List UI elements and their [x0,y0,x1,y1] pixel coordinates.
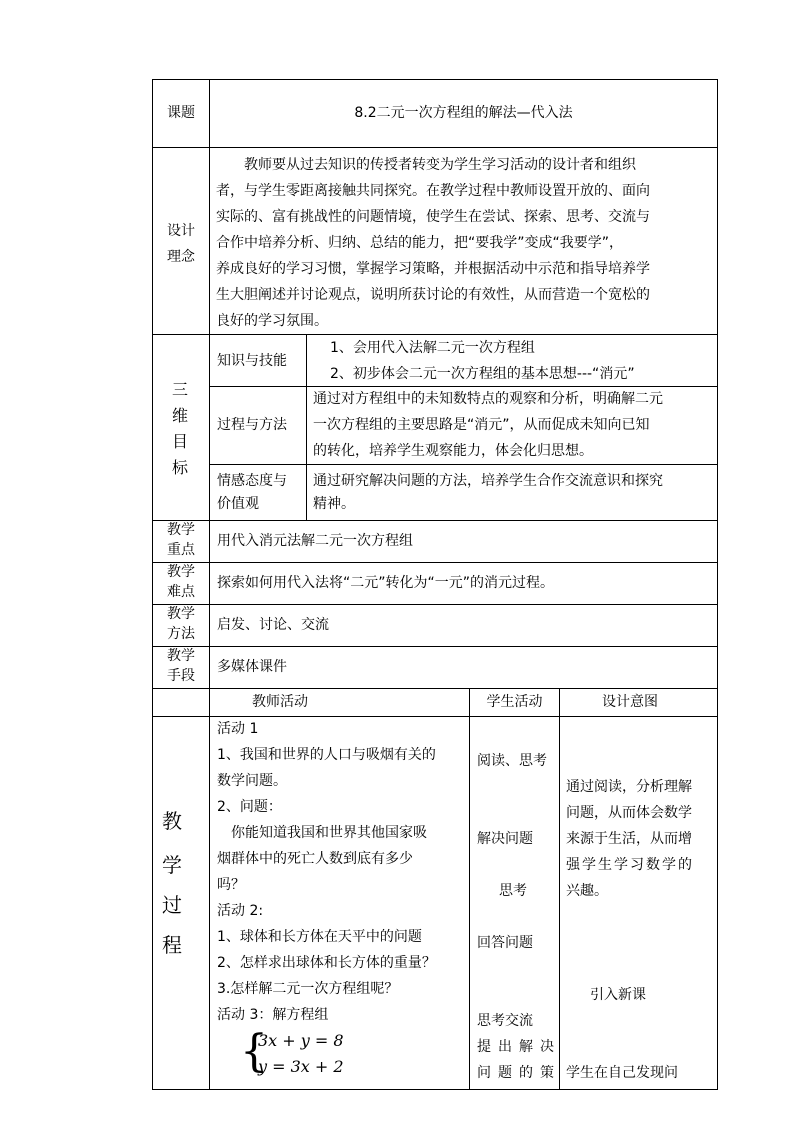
lesson-title: 8.2二元一次方程组的解法—代入法 [354,105,573,121]
goal-content-line: 一次方程组的主要思路是“消元”，从而促成未知向已知 [313,417,650,433]
goals-row-line [209,464,718,465]
row-line [152,604,718,605]
title-label: 课题 [167,105,195,121]
row-line [152,562,718,563]
teacher-line: 数学问题。 [217,773,287,789]
header-teacher-activity: 教师活动 [252,694,308,710]
table-border-right [717,79,718,1090]
intent-line: 来源于生活，从而增 [566,831,692,847]
goals-label-char: 维 [171,406,188,425]
student-item: 思考 [499,883,527,899]
goal-name-attitude-line-1: 情感态度与 [217,473,287,489]
method-label-line-2: 方法 [167,626,195,642]
goal-content-line: 精神。 [313,496,355,512]
goal-content-line: 1、会用代入法解二元一次方程组 [330,340,535,356]
process-label-char: 学 [162,853,182,877]
student-item: 解决问题 [477,831,533,847]
means-label-line-2: 手段 [167,668,195,684]
intent-last-line: 学生在自己发现问 [566,1065,678,1081]
process-label-char: 教 [162,809,182,833]
student-item: 提出解决 [477,1039,561,1055]
teacher-line: 烟群体中的死亡人数到底有多少 [217,851,413,867]
row-line [152,646,718,647]
design-paragraph-line: 实际的、富有挑战性的问题情境，使学生在尝试、探索、思考、交流与 [216,209,650,225]
means-value: 多媒体课件 [217,659,287,675]
teacher-line: 3.怎样解二元一次方程组呢？ [217,981,399,997]
design-paragraph-line: 合作中培养分析、归纳、总结的能力，把“要我学”变成“我要学”， [216,235,624,251]
row-line [152,716,718,717]
teacher-line: 2、问题： [217,799,282,815]
design-paragraph-line: 教师要从过去知识的传授者转变为学生学习活动的设计者和组织 [244,157,636,173]
intent-line: 问题，从而体会数学 [566,805,692,821]
student-item: 问题的策 [477,1065,561,1081]
key-point-value: 用代入消元法解二元一次方程组 [217,533,413,549]
method-label-line-1: 教学 [167,606,195,622]
process-column-divider [559,688,560,1090]
equation-2: y = 3x + 2 [258,1057,344,1076]
teacher-line: 吗？ [217,877,245,893]
goals-label-char: 目 [171,432,188,451]
row-line [152,520,718,521]
key-point-label-line-2: 重点 [167,542,195,558]
goal-name-process: 过程与方法 [217,417,287,433]
label-column-divider [209,79,210,1090]
goal-name-knowledge: 知识与技能 [217,353,287,369]
design-paragraph-line: 生大胆阐述并讨论观点，说明所获讨论的有效性，从而营造一个宽松的 [216,287,650,303]
equation-brace: { [240,1026,268,1077]
goals-label-char: 标 [171,458,188,477]
student-item: 阅读、思考 [477,753,547,769]
design-paragraph-line: 养成良好的学习习惯，掌握学习策略，并根据活动中示范和指导培养学 [216,261,650,277]
equation-1: 3x + y = 8 [258,1031,344,1050]
key-point-label-line-1: 教学 [167,522,195,538]
difficulty-label-line-2: 难点 [167,584,195,600]
means-label-line-1: 教学 [167,648,195,664]
difficulty-label-line-1: 教学 [167,564,195,580]
goals-label-char: 三 [171,380,188,399]
goal-content-line: 的转化，培养学生观察能力，体会化归思想。 [313,443,593,459]
intent-intro: 引入新课 [590,987,646,1003]
header-student-activity: 学生活动 [486,694,543,710]
teacher-line: 2、怎样求出球体和长方体的重量？ [217,955,436,971]
goal-content-line: 2、初步体会二元一次方程组的基本思想---“消元” [330,366,635,382]
row-line [152,147,718,148]
teacher-line: 你能知道我国和世界其他国家吸 [217,825,427,841]
intent-line: 强学生学习数学的 [566,857,694,873]
design-paragraph-line: 者，与学生零距离接触共同探究。在教学过程中教师设置开放的、面向 [216,183,650,199]
design-label-line-2: 理念 [167,249,195,265]
table-border-bottom [152,1089,718,1090]
design-paragraph-line: 良好的学习氛围。 [216,313,328,329]
student-item: 回答问题 [477,935,533,951]
header-design-intent: 设计意图 [602,694,658,710]
process-column-divider [469,688,470,1090]
row-line [152,334,718,335]
goal-name-attitude-line-2: 价值观 [217,496,259,512]
teacher-line: 活动 3：解方程组 [217,1007,329,1023]
goal-content-line: 通过研究解决问题的方法，培养学生合作交流意识和探究 [313,473,663,489]
table-border-top [152,79,718,80]
process-label-char: 过 [162,893,182,917]
row-line [152,688,718,689]
teacher-line: 1、我国和世界的人口与吸烟有关的 [217,747,436,763]
teacher-line: 1、球体和长方体在天平中的问题 [217,929,422,945]
method-value: 启发、讨论、交流 [217,617,329,633]
process-label-char: 程 [162,933,182,957]
student-item: 思考交流 [477,1013,533,1029]
goals-subcolumn-divider [306,334,307,521]
goal-content-line: 通过对方程组中的未知数特点的观察和分析，明确解二元 [313,391,663,407]
teacher-line: 活动 1 [217,721,259,737]
intent-line: 通过阅读，分析理解 [566,779,692,795]
design-label-line-1: 设计 [167,223,195,239]
intent-line: 兴趣。 [566,883,608,899]
teacher-line: 活动 2: [217,903,264,919]
difficulty-value: 探索如何用代入法将“二元”转化为“一元”的消元过程。 [217,575,555,591]
